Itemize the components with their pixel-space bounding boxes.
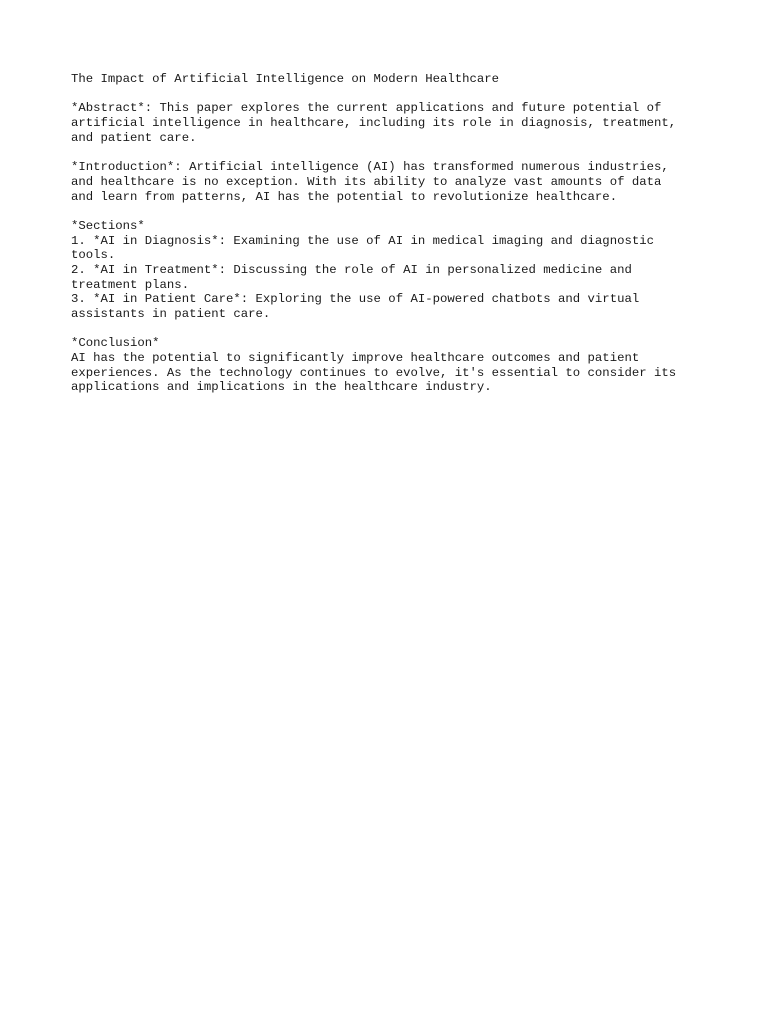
section-item-line: 2. *AI in Treatment*: Discussing the role of AI in personalized medicine and [71,262,632,277]
conclusion-block [71,336,731,395]
conclusion-heading: *Conclusion* [71,336,160,351]
section-item-line: 3. *AI in Patient Care*: Exploring the use of AI-powered chatbots and virtual [71,292,640,307]
document-page [71,72,731,395]
section-item-diagnosis [71,234,731,263]
abstract-line: artificial intelligence in healthcare, including its role in diagnosis, treatment, [71,116,677,131]
section-item-line: tools. [71,248,116,263]
paragraph-gap [71,204,731,219]
introduction-line: *Introduction*: Artificial intelligence (AI) has transformed numerous industries, [71,160,669,175]
abstract-line: and patient care. [71,130,197,145]
paragraph-gap [71,87,731,102]
section-item-patient-care [71,292,731,321]
conclusion-line: experiences. As the technology continues to evolve, it's essential to consider its [71,365,677,380]
paragraph-gap [71,322,731,337]
sections-heading: *Sections* [71,218,145,233]
conclusion-line: applications and implications in the healthcare industry. [71,380,492,395]
introduction-paragraph [71,160,731,204]
introduction-line: and healthcare is no exception. With its ability to analyze vast amounts of data [71,174,662,189]
section-item-line: assistants in patient care. [71,307,271,321]
paragraph-gap [71,145,731,160]
section-item-treatment [71,263,731,292]
introduction-line: and learn from patterns, AI has the potential to revolutionize healthcare. [71,189,618,204]
sections-block [71,219,731,322]
section-item-line: 1. *AI in Diagnosis*: Examining the use of AI in medical imaging and diagnostic [71,233,654,248]
section-item-line: treatment plans. [71,277,190,292]
conclusion-line: AI has the potential to significantly improve healthcare outcomes and patient [71,351,640,366]
abstract-paragraph [71,101,731,145]
abstract-line: *Abstract*: This paper explores the current applications and future potential of [71,101,662,116]
document-title: The Impact of Artificial Intelligence on Modern Healthcare [71,72,500,86]
